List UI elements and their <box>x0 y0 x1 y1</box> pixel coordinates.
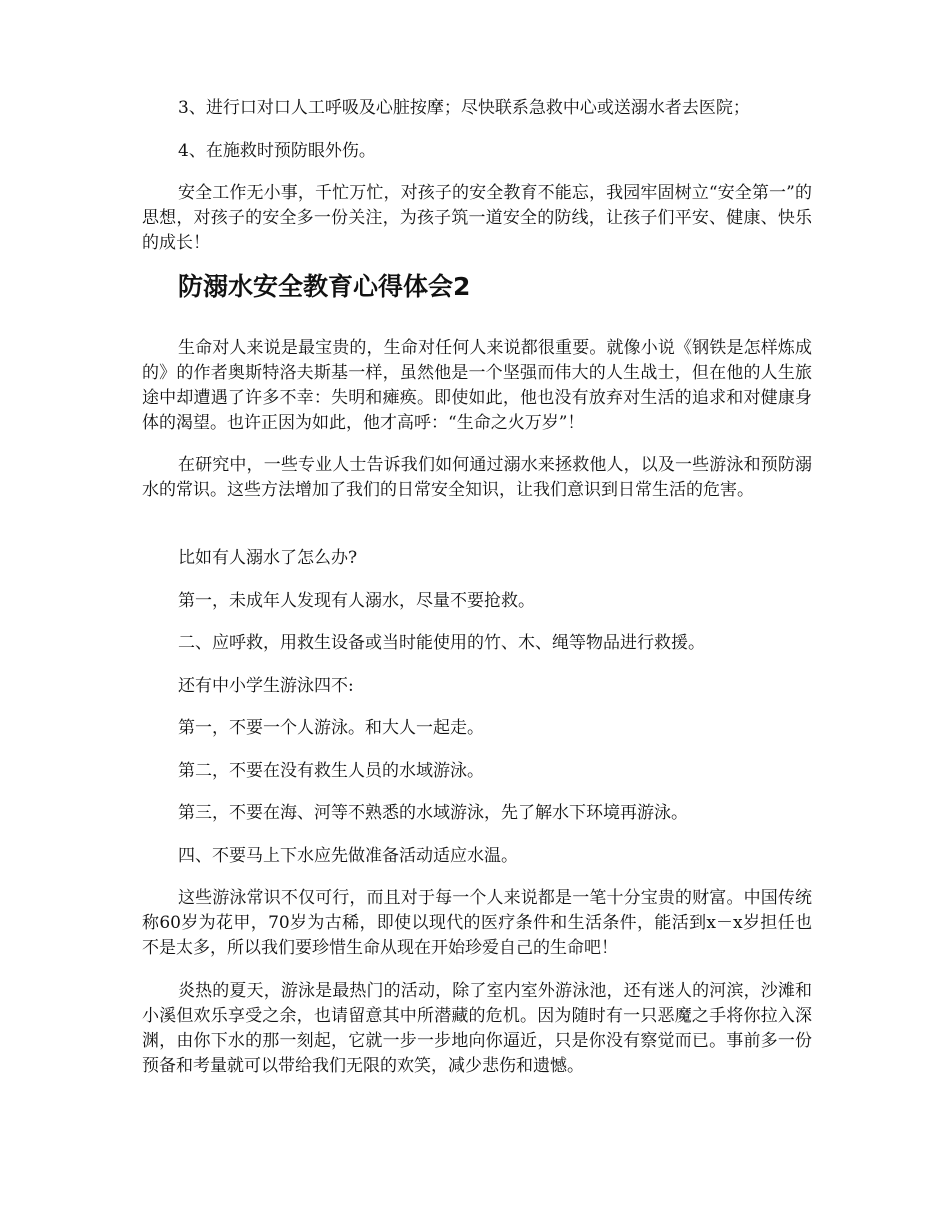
paragraph-four-dont-intro: 还有中小学生游泳四不: <box>178 676 354 696</box>
paragraph-rule-second: 二、应呼救，用救生设备或当时能使用的竹、木、绳等物品进行救援。 <box>178 633 705 653</box>
paragraph-rescue-step-3: 3、进行口对口人工呼吸及心脏按摩；尽快联系急救中心或送溺水者去医院； <box>178 98 750 118</box>
paragraph-rule-first: 第一，未成年人发现有人溺水，尽量不要抢救。 <box>178 591 535 611</box>
paragraph-summer-danger: 炎热的夏天，游泳是最热门的活动，除了室内室外游泳池，还有迷人的河滨，沙滩和小溪但欢乐享受之余，也请留意其中所潜藏的危机。因为随时有一只恶魔之手将你拉入深渊，由你下水的那一刻起，它就一步一步地向你逼近，只是你没有察觉而已。事前多一份预备和考量就可以带给我们无限的欢笑，减少悲伤和遗憾。 <box>142 981 812 1076</box>
paragraph-research: 在研究中，一些专业人士告诉我们如何通过溺水来拯救他人，以及一些游泳和预防溺水的常识。这些方法增加了我们的日常安全知识，让我们意识到日常生活的危害。 <box>142 455 812 500</box>
paragraph-dont-4: 四、不要马上下水应先做准备活动适应水温。 <box>178 846 518 866</box>
paragraph-life-value: 生命对人来说是最宝贵的，生命对任何人来说都很重要。就像小说《钢铁是怎样炼成的》的作者奥斯特洛夫斯基一样，虽然他是一个坚强而伟大的人生战士，但在他的人生旅途中却遭遇了许多不幸：失明和瘫痪。即使如此，他也没有放弃对生活的追求和对健康身体的渴望。也许正因为如此，他才高呼：“生命之火万岁”！ <box>142 338 812 433</box>
paragraph-swimming-knowledge: 这些游泳常识不仅可行，而且对于每一个人来说都是一笔十分宝贵的财富。中国传统称60岁为花甲，70岁为古稀，即使以现代的医疗条件和生活条件，能活到x－x岁担任也不是太多，所以我们要珍惜生命从现在开始珍爱自己的生命吧！ <box>142 888 812 958</box>
paragraph-rescue-step-4: 4、在施救时预防眼外伤。 <box>178 141 376 161</box>
paragraph-question: 比如有人溺水了怎么办? <box>178 548 358 568</box>
section-heading: 防溺水安全教育心得体会2 <box>178 272 471 301</box>
paragraph-dont-2: 第二，不要在没有救生人员的水域游泳。 <box>178 761 484 781</box>
paragraph-dont-1: 第一，不要一个人游泳。和大人一起走。 <box>178 718 484 738</box>
paragraph-safety-conclusion: 安全工作无小事，千忙万忙，对孩子的安全教育不能忘，我园牢固树立“安全第一”的思想，对孩子的安全多一份关注，为孩子筑一道安全的防线，让孩子们平安、健康、快乐的成长！ <box>142 183 812 253</box>
paragraph-dont-3: 第三，不要在海、河等不熟悉的水域游泳，先了解水下环境再游泳。 <box>178 803 688 823</box>
